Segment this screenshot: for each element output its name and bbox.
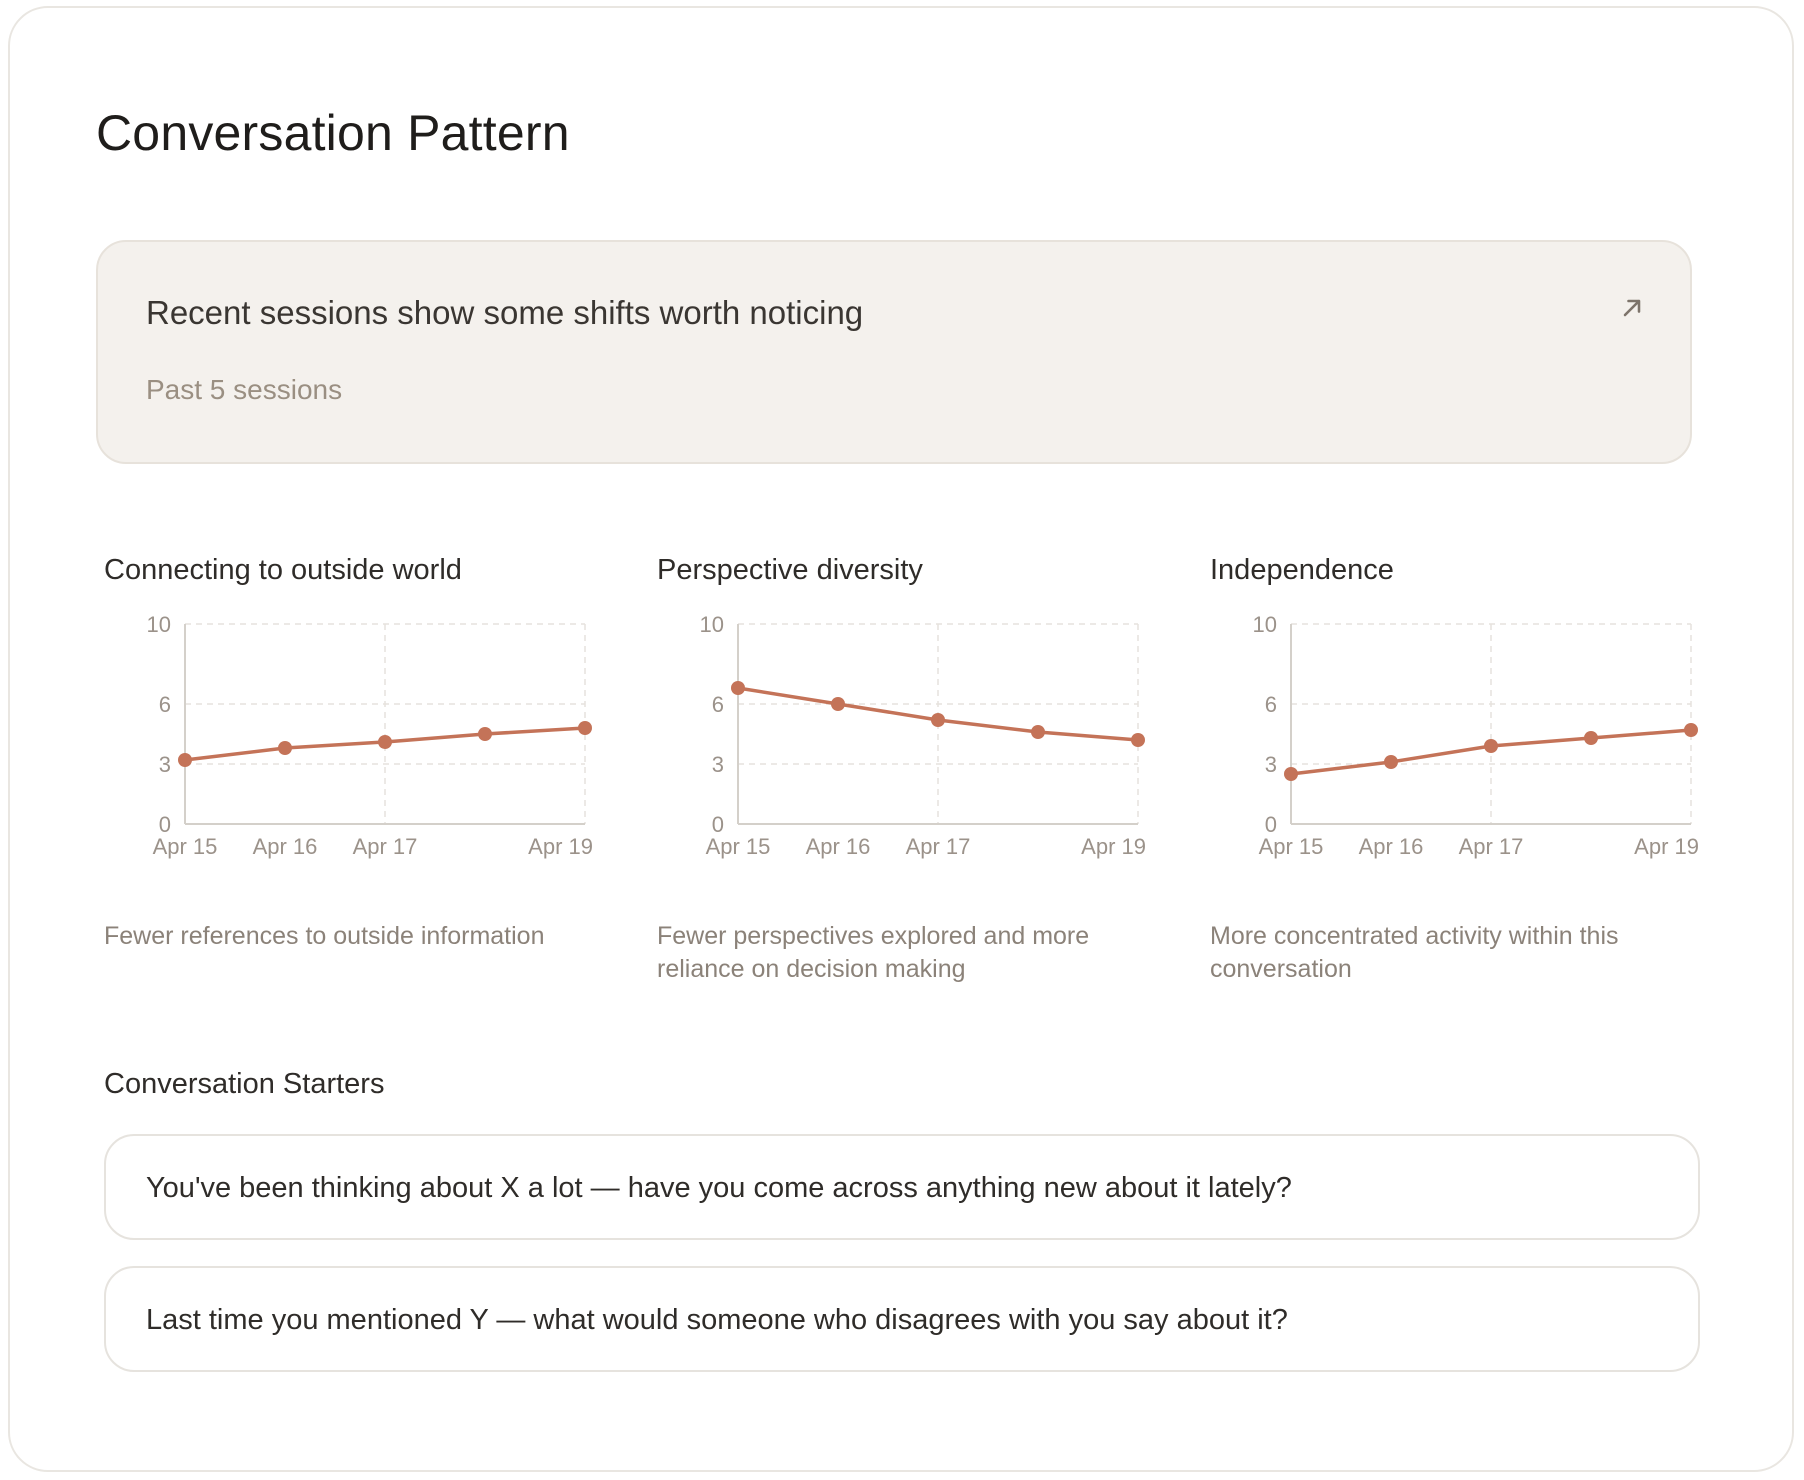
y-tick-label: 3 [158, 752, 171, 777]
metric-description-perspective-diversity: Fewer perspectives explored and more reliance on decision making [657, 922, 1090, 983]
metric-description-independence: More concentrated activity within this conversation [1210, 922, 1619, 983]
chart-independence [1222, 610, 1742, 870]
metric-title-independence: Independence [1210, 554, 1394, 586]
conversation-starter-text: Last time you mentioned Y — what would someone who disagrees with you say about it? [146, 1304, 1288, 1336]
data-point [931, 713, 945, 727]
y-tick-label: 6 [158, 692, 171, 717]
x-tick-label: Apr 15 [705, 834, 771, 859]
chart-outside-world [116, 610, 636, 870]
x-tick-label: Apr 17 [352, 834, 418, 859]
metric-title-outside-world: Connecting to outside world [104, 554, 462, 586]
data-point [1031, 725, 1045, 739]
x-tick-label: Apr 19 [1634, 834, 1699, 859]
data-point [378, 735, 392, 749]
x-tick-label: Apr 19 [1081, 834, 1146, 859]
x-tick-label: Apr 16 [1358, 834, 1424, 859]
data-point [1484, 739, 1498, 753]
data-point [1684, 723, 1698, 737]
summary-panel[interactable] [96, 240, 1692, 464]
metric-title-perspective-diversity: Perspective diversity [657, 554, 923, 586]
metric-description-outside-world: Fewer references to outside information [104, 922, 545, 950]
data-point [278, 741, 292, 755]
x-tick-label: Apr 17 [905, 834, 971, 859]
data-point [731, 681, 745, 695]
arrow-up-right-icon[interactable] [1618, 294, 1646, 322]
conversation-starter-item[interactable] [104, 1134, 1700, 1240]
x-tick-label: Apr 15 [1258, 834, 1324, 859]
x-tick-label: Apr 17 [1458, 834, 1524, 859]
y-tick-label: 10 [699, 612, 724, 637]
summary-headline: Recent sessions show some shifts worth noticing [146, 294, 864, 331]
conversation-starter-text: You've been thinking about X a lot — have you come across anything new about it lately? [146, 1172, 1292, 1204]
y-tick-label: 6 [711, 692, 724, 717]
data-point [478, 727, 492, 741]
y-tick-label: 10 [1252, 612, 1277, 637]
data-point [1131, 733, 1145, 747]
data-point [831, 697, 845, 711]
x-tick-label: Apr 19 [528, 834, 593, 859]
y-tick-label: 3 [1264, 752, 1277, 777]
conversation-starters-title: Conversation Starters [104, 1068, 385, 1100]
x-tick-label: Apr 15 [152, 834, 218, 859]
y-tick-label: 3 [711, 752, 724, 777]
x-tick-label: Apr 16 [805, 834, 871, 859]
data-point [1384, 755, 1398, 769]
y-tick-label: 0 [711, 812, 724, 837]
data-point [578, 721, 592, 735]
conversation-starter-item[interactable] [104, 1266, 1700, 1372]
data-point [178, 753, 192, 767]
data-point [1584, 731, 1598, 745]
chart-perspective-diversity [669, 610, 1189, 870]
y-tick-label: 0 [1264, 812, 1277, 837]
data-point [1284, 767, 1298, 781]
page-title: Conversation Pattern [96, 105, 570, 161]
y-tick-label: 10 [146, 612, 171, 637]
x-tick-label: Apr 16 [252, 834, 318, 859]
y-tick-label: 0 [158, 812, 171, 837]
summary-subtitle: Past 5 sessions [146, 374, 343, 405]
y-tick-label: 6 [1264, 692, 1277, 717]
